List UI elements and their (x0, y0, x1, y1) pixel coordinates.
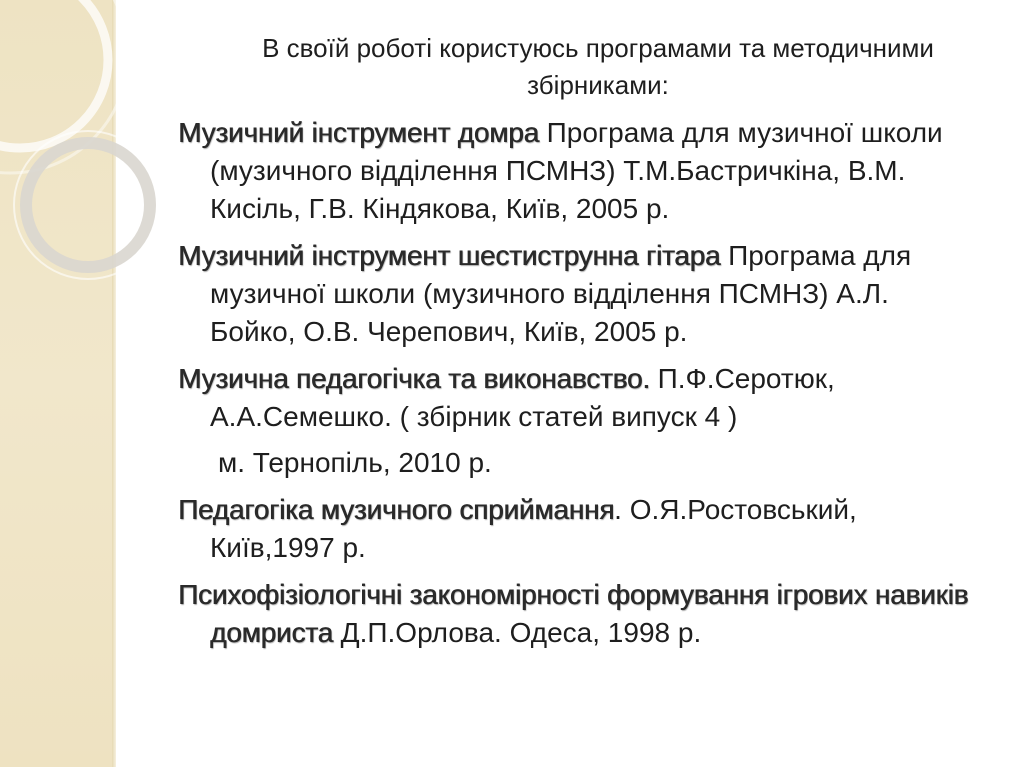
entry-title: Музичний інструмент шестиструнна гітара (178, 240, 721, 271)
list-item (178, 360, 978, 482)
list-item (178, 237, 978, 351)
intro-text: В своїй роботі користуюсь програмами та методичними збірниками: (262, 33, 934, 100)
entry-place: м. Тернопіль, 2010 р. (218, 447, 492, 478)
entry-title: Музична педагогічка та виконавство. (178, 363, 650, 394)
decorative-rings-icon (0, 0, 130, 340)
list-item (178, 576, 978, 652)
list-item (178, 114, 978, 228)
entry-details: Програма для музичної школи (музичного відділення ПСМНЗ) Т.М.Бастричкіна, В.М. Кисіль, Г.В. Кіндякова, Київ, 2005 р. (210, 117, 943, 224)
entry-details: П.Ф.Серотюк, А.А.Семешко. ( збірник статей випуск 4 ) (210, 363, 835, 432)
entry-details: Д.П.Орлова. Одеса, 1998 р. (332, 617, 702, 648)
bibliography-content (178, 30, 978, 661)
entry-details: . О.Я.Ростовський, Київ,1997 р. (210, 494, 857, 563)
entry-title: Психофізіологічні закономірності формування ігрових навиків домриста (178, 579, 969, 648)
entry-title: Музичний інструмент домра (178, 117, 539, 148)
entry-details: Програма для музичної школи (музичного відділення ПСМНЗ) А.Л. Бойко, О.В. Черепович, Київ, 2005 р. (210, 240, 912, 347)
list-item (178, 491, 978, 567)
entry-title: Педагогіка музичного сприймання (178, 494, 615, 525)
